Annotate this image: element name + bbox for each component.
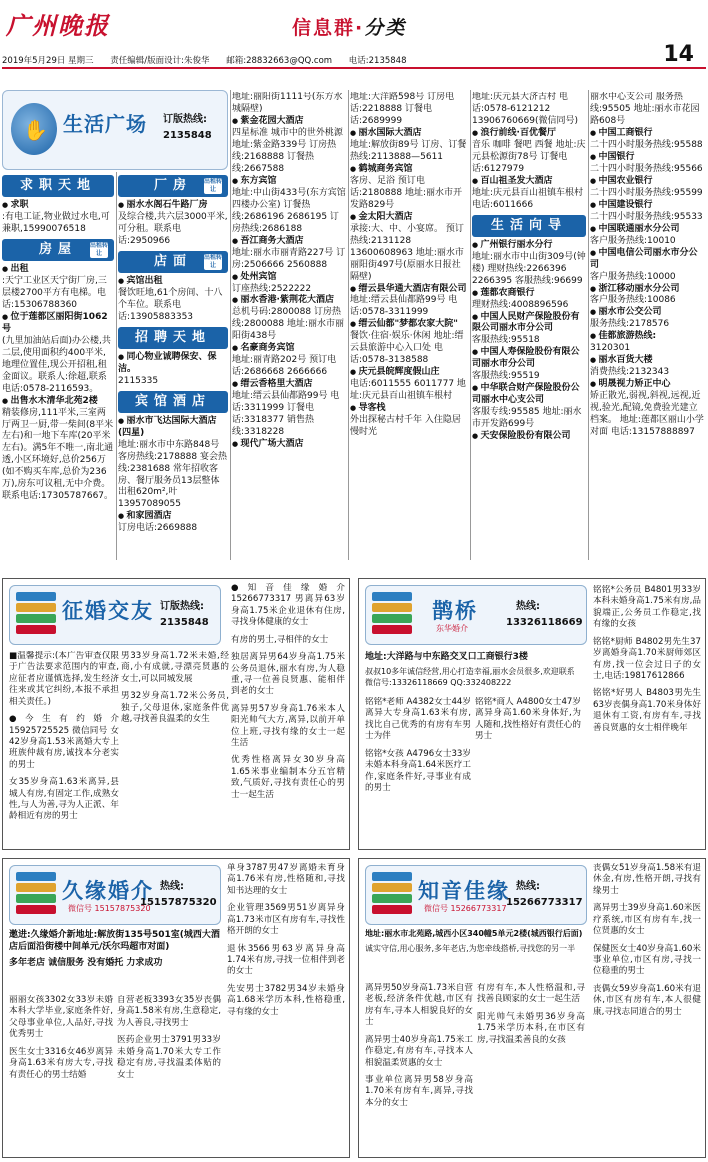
listing-heading: ● 中华联合财产保险股份公司丽水中心支公司	[472, 383, 580, 405]
category-bar-label: 宾馆酒店	[134, 393, 211, 409]
listing-heading: ● 同心物业诚聘保安、保洁。	[118, 352, 217, 374]
personal-ad-entry: 医生女士3316女46岁离异身高1.63米有房大专,寻找有责任心的男士结婚	[9, 1046, 113, 1080]
personal-ad-entry: 离异男士39岁身高1.60米医疗系统,市区有房有车,找一位贤惠的女士	[593, 903, 701, 937]
ad-hotline-label: 热线:	[160, 881, 184, 892]
ad-title: 知音佳缘	[418, 879, 510, 903]
listing-entry	[232, 272, 346, 296]
listing-entry	[232, 379, 346, 439]
listing-detail: 订座热线:2522222	[232, 283, 312, 294]
listing-heading: ● 中国人民财产保险股份有限公司丽水市分公司	[472, 312, 580, 334]
ad-header	[9, 585, 221, 645]
listing-detail: 承接:大、中、小宴席。 预订热线:2131128 13600608963 地址:丽水市丽阳街497号(原丽水日报社隔壁)	[350, 223, 464, 282]
personal-ad-entry: 男33岁身高1.72米未婚,经商,小有成就,寻漂亮贤惠的女士,可以同城发展	[121, 651, 229, 684]
ad-entries-col-b	[475, 697, 581, 847]
ad-slogan: 多年老店 诚信服务 没有婚托 力求成功	[9, 958, 163, 969]
newspaper-logo: 广州晚报	[6, 11, 110, 40]
listing-entry	[590, 307, 706, 331]
listing-detail: 地址:缙云县仙都路99号 电话:3311999 订餐电话:3318377 销售热线:3318228	[232, 391, 340, 438]
ad-box-jiuyuan	[2, 858, 350, 1158]
listing-heading: ● 现代广场大酒店	[232, 439, 304, 449]
listing-heading: ● 宾馆出租	[118, 276, 163, 286]
personal-ad-entry: 铭铭*好男人 B4803男先生63岁丧偶身高1.70米身体好退休有工资,有房有车,寻找善良贤惠的女士相伴晚年	[593, 688, 701, 733]
section-title-main: 信息群·	[292, 17, 365, 39]
life-column-5	[472, 92, 586, 560]
personal-ad-entry: 有房有车,本人性格温和,寻找善良顾家的女士一起生活	[477, 983, 585, 1005]
listing-heading: ● 天安保险股份有限公司	[472, 431, 571, 441]
listing-entry	[118, 276, 228, 324]
listing-heading: ● 丽水百货大楼	[590, 355, 653, 365]
life-square-header	[2, 90, 228, 170]
listing-entry	[118, 352, 228, 388]
personal-ad-entry: 事业单位离异男58岁身高1.70米有房有车,离异,寻找本分的女士	[365, 1074, 473, 1108]
listing-entry	[350, 284, 468, 320]
listing-entry	[2, 200, 114, 236]
contact-email: 邮箱:28832663@QQ.com	[226, 56, 333, 66]
personal-ad-entry: 自营老板3393女35岁丧偶身高1.58米有房,生意稳定,为人善良,寻找男士	[117, 995, 221, 1028]
ad-hotline-number: 13326118669	[506, 617, 583, 628]
ad-box-queqiao	[358, 578, 706, 850]
section-title	[292, 16, 406, 41]
listing-heading: ● 出售水木清华北苑2楼	[2, 396, 98, 406]
listing-heading: ● 丽水市飞达国际大酒店(四星)	[118, 416, 217, 438]
listing-detail: 四星标准 城市中的世外桃源 地址:紫金路339号 订房热线:2168888 订餐热线:2667588	[232, 127, 343, 174]
personal-ad-entry: 医药企业男士3791男33岁未婚身高1.70米大专工作稳定有房,寻找温柔体贴的女士	[117, 1035, 221, 1080]
life-square-title: 生活广场	[63, 112, 147, 136]
listing-heading: ● 缙云县华通大酒店有限公司	[350, 284, 467, 294]
listing-heading: ● 中国银行	[590, 152, 635, 162]
personal-ad-entry: 铭铭*老师 A4382女士44岁离异大专身高1.63米有房,找比自己优秀的有房有车男士为伴	[365, 697, 471, 742]
listing-entry	[590, 331, 706, 355]
personal-ad-entry: 铭铭*公务员 B4801男33岁本科未婚身高1.75米有房,品貌端正,公务员工作稳定,找有缘的女孩	[593, 585, 701, 630]
category-bar	[2, 239, 114, 261]
listing-heading: ● 百山祖圣发大酒店	[472, 176, 553, 186]
listing-detail: 订房电话:2669888	[118, 523, 198, 534]
ad-wechat: 微信号 15266773317	[424, 904, 507, 913]
ad-header	[9, 865, 221, 925]
personal-ad-entry: 铭铭*厨师 B4802男先生37岁离婚身高1.70米厨师郊区有房,找一位会过日子的女士,电话:19817612866	[593, 636, 701, 681]
category-bar-label: 招聘天地	[134, 329, 211, 345]
listing-text: 地址:庆元县大济古村 电话:0578-6121212 13906760669(微信同号)	[472, 92, 579, 126]
ad-slogan: 叔叔10多年诚信经营,用心打造幸福,丽水会员很多,欢迎联系 微信号:13326118669 QQ:332408222	[365, 667, 575, 687]
listing-detail: 二十四小时服务热线:95566	[590, 163, 703, 174]
listing-entry	[590, 128, 706, 152]
listing-entry	[232, 295, 346, 343]
listing-entry	[232, 343, 346, 379]
listing-heading: ● 缙云仙都"梦都农家大院"	[350, 319, 458, 329]
listing-entry	[232, 116, 346, 176]
personal-ad-entry: ●知音佳缘婚介 15266773317 男离异63岁身高1.75米企业退休有住房,寻找身体健康的女士	[231, 583, 345, 628]
personal-ad-entry: 阳光帅气未婚男36岁身高1.75米学历本科,在市区有房,寻找温柔善良的女孩	[477, 1011, 585, 1045]
listing-detail: 餐饮·住宿·娱乐·休闲 地址:缙云县旅游中心入口处 电话:0578-3138588	[350, 331, 464, 366]
ad-box-zhiyin	[358, 858, 706, 1158]
listing-entry	[590, 284, 706, 308]
listing-entry	[590, 200, 706, 224]
page-number: 14	[663, 42, 694, 67]
handshake-icon	[11, 103, 57, 155]
ad-hotline-number: 15157875320	[140, 897, 217, 908]
books-icon	[16, 592, 56, 636]
life-column-6	[590, 92, 706, 560]
listing-text: 地址:大洋路598号 订房电话:2218888 订餐电话:2689999	[350, 92, 455, 126]
category-bar-label: 厂房	[153, 178, 192, 193]
listing-detail: :有电工证,物业做过水电,可兼职,15990076518	[2, 211, 110, 234]
column-divider	[230, 90, 231, 560]
listing-detail: 消费热线:2132343	[590, 367, 670, 378]
personal-ad-entry: 单身3787男47岁离婚未育身高1.76米有房,性格随和,寻找知书达理的女士	[227, 863, 345, 896]
listing-detail: 地址:丽水市中山街309号(钟楼) 理财热线:2266396 2266395 客服热线:96699	[472, 251, 586, 286]
ad-entries-col-a	[365, 697, 471, 847]
ad-hotline-label: 订版热线:	[160, 601, 204, 612]
listing-detail: 地址:缙云县仙都路99号 电话:0578-3311999	[350, 295, 458, 318]
listing-detail: 2115335	[118, 375, 159, 386]
column-divider	[348, 90, 349, 560]
ad-hotline-number: 15266773317	[506, 897, 583, 908]
listing-detail: (九里加油站后面)办公楼,共二层,使用面积约400平米,地理位置佳,现公开招租,租金面议。联系人:徐超,联系电话:0578-2116593。	[2, 335, 111, 394]
listing-detail: 客户服务热线:10000	[590, 271, 676, 282]
listing-entry	[590, 152, 706, 176]
listing-detail: 服务热线:2178576	[590, 319, 670, 330]
category-bar	[118, 391, 228, 413]
listing-heading: ● 明晟视力矫正中心	[590, 379, 671, 389]
listing-entry	[590, 176, 706, 200]
listing-heading: ● 鹤城商务宾馆	[350, 164, 413, 174]
ad-address: 地址:大洋路与中东路交叉口工商银行3楼	[365, 652, 528, 662]
listing-entry	[2, 312, 114, 396]
category-bar	[2, 175, 114, 197]
personal-ad-entry: 优秀性格离异女30岁身高1.65米事业编制本分五官精致,气质好,寻找有责任心的男士一起生活	[231, 755, 345, 800]
ad-title: 鹊桥	[432, 599, 478, 623]
listing-detail: 地址:中山街433号(东方宾馆四楼办公室) 订餐热线:2686196 2686195 订房热线:2686188	[232, 187, 346, 234]
ad-wechat: 微信号 15157875320	[68, 904, 151, 913]
listing-heading: ● 丽水国际大酒店	[350, 128, 422, 138]
personal-ad-entry: 先安男士3782男34岁未婚身高1.68米学历本科,性格稳重,寻有缘的女士	[227, 983, 345, 1017]
listing-heading: ● 出租	[2, 264, 29, 274]
listing-detail: 地址:丽水市中东路848号 客房热线:2178888 宴会热线:2381688 常年招收客房、餐厅服务员13层整体出租620m²,叶13957089055	[118, 439, 227, 510]
category-bar-label: 店面	[153, 253, 192, 269]
personal-ad-entry: 企业管理3569男51岁离异身高1.73米市区有房有车,寻找性格开朗的女士	[227, 903, 345, 937]
section-title-sub: 分类	[364, 17, 407, 39]
listing-entry	[590, 224, 706, 248]
listing-entry	[472, 176, 586, 212]
column-divider	[588, 90, 589, 560]
listing-heading: ● 浪行前线·百优餐厅	[472, 128, 556, 138]
personal-ad-entry: 丧偶女59岁身高1.60米有退休,市区有房有车,本人很健康,寻找志同道合的男士	[593, 983, 701, 1017]
life-column-1	[2, 172, 114, 560]
listing-detail: 客服热线:95519	[472, 371, 540, 382]
personal-ad-entry: ■温馨提示:(本广告审查仅限于广告法要求范围内的审查,应征者应谨慎选择,发生经济往来或其它纠纷,本报不承担相关责任。)	[9, 651, 119, 707]
contact-tel: 电话:2135848	[348, 56, 407, 66]
ad-entries-col-a	[365, 983, 473, 1155]
listing-heading: ● 处州宾馆	[232, 272, 277, 282]
category-bar	[118, 175, 228, 197]
ad-entries-col-b	[121, 651, 229, 847]
category-stamp: 出租转让	[204, 253, 223, 269]
listing-heading: ● 和家园酒店	[118, 511, 172, 521]
ad-entries-col-a	[9, 651, 119, 847]
listing-entry	[472, 128, 586, 176]
listing-entry	[590, 248, 706, 284]
listing-heading: ● 丽水香港·紫荆花大酒店	[232, 295, 334, 305]
ad-address: 地址:丽水市北苑路,城西小区340幢5单元2楼(城西银行后面)	[365, 929, 583, 938]
issue-date: 2019年5月29日 星期三	[2, 56, 94, 66]
listing-entry	[232, 439, 346, 451]
listing-entry	[350, 164, 468, 212]
listing-heading: ● 广州银行丽水分行	[472, 240, 553, 250]
listing-entry	[590, 379, 706, 439]
ad-title: 征婚交友	[62, 599, 154, 623]
listing-entry	[2, 396, 114, 504]
life-column-4	[350, 92, 468, 560]
listing-entry	[232, 236, 346, 272]
listing-entry	[472, 240, 586, 288]
listing-detail: 及综合楼,共六层3000平米,可分租。联系电话:2950966	[118, 211, 228, 246]
column-divider	[470, 90, 471, 560]
listing-heading: ● 庆元县皖辉度假山庄	[350, 367, 440, 377]
listing-detail: 客户服务热线:10086	[590, 295, 676, 306]
listing-detail: 餐饮旺地,61个房间、十八个车位。联系电话:13905883353	[118, 287, 223, 322]
listing-heading: ● 金太阳大酒店	[350, 212, 413, 222]
category-bar	[472, 215, 586, 237]
listing-detail: 二十四小时服务热线:95599	[590, 187, 703, 198]
listing-detail: 二十四小时服务热线:95533	[590, 211, 703, 222]
listing-detail: 音乐 咖啡 餐吧 西餐 地址:庆元县松源街78号 订餐电话:6127979	[472, 139, 586, 174]
listing-heading: ● 求职	[2, 200, 29, 210]
listing-detail: 客户服务热线:10010	[590, 235, 676, 246]
ad-header	[365, 865, 587, 925]
listing-heading: ● 中国电信公司丽水市分公司	[590, 248, 698, 270]
listing-entry	[472, 347, 586, 383]
listing-heading: ● 丽水市公交公司	[590, 307, 662, 317]
listing-heading: ● 吾江商务大酒店	[232, 236, 304, 246]
listing-entry	[472, 312, 586, 348]
personal-ad-entry: 独居离异男64岁身高1.75米公务员退休,丽水有房,为人稳重,寻一位善良贤惠、能相伴到老的女士	[231, 652, 345, 697]
listing-entry	[118, 416, 228, 512]
listing-heading: ● 紫金花园大酒店	[232, 116, 304, 126]
ad-entries-col-c	[593, 863, 701, 1155]
personal-ad-entry: 女35岁身高1.63米离异,县城人有房,有固定工作,成熟女性,与人为善,寻为人正派、年龄相近有房的男士	[9, 777, 119, 822]
listing-detail: 理财热线:4008896596	[472, 299, 569, 310]
ad-entries-col-a	[9, 995, 113, 1155]
personal-ad-entry: 保健医女士40岁身高1.60米事业单位,市区有房,寻找一位稳重的男士	[593, 943, 701, 977]
listing-heading: ● 缙云香格里大酒店	[232, 379, 313, 389]
listing-heading: ● 中国人寿保险股份有限公司丽水市分公司	[472, 347, 580, 369]
life-hotline-number: 2135848	[163, 130, 212, 141]
ad-slogan: 诚实守信,用心服务,多年老店,为您牵线搭桥,寻找您的另一半	[365, 943, 576, 953]
listing-text: 丽水中心支公司 服务热线:95505 地址:丽水市花园路608号	[590, 92, 700, 126]
ad-entries-col-b	[117, 995, 221, 1155]
listing-heading: ● 东方宾馆	[232, 176, 277, 186]
books-icon	[16, 872, 56, 916]
issue-meta-line	[2, 56, 706, 69]
listing-entry	[350, 319, 468, 367]
personal-ad-entry: 丧偶女51岁身高1.58米有退休金,有房,性格开朗,寻找有缘男士	[593, 863, 701, 896]
category-stamp: 出租转让	[204, 178, 223, 193]
personal-ad-entry: 离异男50岁身高1.73米自营老板,经济条件优越,市区有房有车,寻本人相貌良好的女士	[365, 983, 473, 1028]
listing-detail: :天宁工业区天宁街厂房,三层楼2700平方有电梯。电话:15306788360	[2, 275, 107, 310]
ad-address: 邀进:久缘婚介新地址:解放街135号501室(城西大酒店后面沿街楼中间单元/沃尔玛超市对面)	[9, 930, 220, 953]
listing-heading: ● 中国工商银行	[590, 128, 653, 138]
books-icon	[372, 872, 412, 916]
listing-heading: ● 莲都农商银行	[472, 288, 535, 298]
life-hotline-label: 订版热线:	[163, 114, 207, 125]
listing-text: 地址:丽阳街1111号(东方水城隔壁)	[232, 92, 343, 114]
category-bar-label: 房屋	[38, 241, 77, 257]
category-bar	[118, 251, 228, 273]
personal-ad-entry: 男32岁身高1.72米公务员,独子,父母退休,家庭条件优越,寻找善良温柔的女生	[121, 691, 229, 725]
listing-heading: ● 中国建设银行	[590, 200, 653, 210]
listing-heading: ● 中国农业银行	[590, 176, 653, 186]
listing-entry	[350, 128, 468, 164]
ad-box-zhenghun	[2, 578, 350, 850]
listing-detail: 3120301	[590, 343, 631, 354]
category-bar	[118, 327, 228, 349]
listing-heading: ● 丽水水阁石牛路厂房	[118, 200, 208, 210]
listing-detail: 矫正散光,弱视,斜视,远视,近视,验光,配镜,免费验光建立档案。 地址:莲都区丽山小学对面 电话:13157888897	[590, 391, 704, 438]
ad-header	[365, 585, 587, 645]
listing-detail: 二十四小时服务热线:95588	[590, 139, 703, 150]
listing-heading: ● 中国联通丽水分公司	[590, 224, 680, 234]
column-divider	[116, 172, 117, 560]
ad-entries-col-c	[593, 585, 701, 847]
listing-entry	[118, 200, 228, 248]
listing-detail: 客服热线:95518	[472, 335, 540, 346]
listing-heading: ● 佳都旅游热线:	[590, 331, 656, 341]
listing-entry	[472, 431, 586, 443]
listing-heading: ● 导客栈	[350, 403, 386, 413]
ad-subtitle: 东华婚介	[436, 624, 468, 633]
listing-entry	[350, 367, 468, 403]
personal-ad-entry: 离异男57岁身高1.76米本人阳光帅气大方,离异,以前开单位上班,寻找有缘的女士一起生活	[231, 703, 345, 749]
personal-ad-entry: 退休3566男63岁离异身高1.74米有房,寻找一位相伴到老的女士	[227, 943, 345, 977]
listing-entry	[232, 176, 346, 236]
life-column-3	[232, 92, 346, 560]
listing-heading: ● 浙江移动丽水分公司	[590, 284, 680, 294]
life-column-2	[118, 172, 228, 560]
personal-ad-entry: 铭铭*女孩 A4796女士33岁未婚本科身高1.64米医疗工作,家庭条件好,寻事业有成的男士	[365, 748, 471, 793]
listing-entry	[590, 355, 706, 379]
listing-heading: ● 位于莲都区丽阳街1062号	[2, 312, 108, 334]
personal-ad-entry: 铭铭*商人 A4800女士47岁离异身高1.60米身体好,为人随和,找性格好有责任心的男士	[475, 697, 581, 742]
personal-ad-entry: 丽丽女孩3302女33岁未婚本科大学毕业,家庭条件好,父母事业单位,人品好,寻找优秀男士	[9, 995, 113, 1040]
listing-entry	[350, 212, 468, 284]
listing-detail: 地址:丽青路202号 预订电话:2686668 2666666	[232, 355, 337, 378]
ad-title: 久缘婚介	[62, 879, 154, 903]
personal-ad-entry: 有房的男士,寻相伴的女士	[231, 634, 329, 645]
books-icon	[372, 592, 412, 636]
personal-ad-entry: 离异男士40岁身高1.75米工作稳定,有房有车,寻找本人相貌温柔贤惠的女士	[365, 1034, 473, 1068]
category-bar-label: 求职天地	[19, 178, 96, 193]
ad-entries-col-c	[231, 583, 345, 847]
listing-entry	[118, 511, 228, 535]
listing-detail: 地址:丽水市丽青路227号 订房:2506666 2560888	[232, 247, 346, 270]
listing-detail: 客服专线:95585 地址:丽水市开发路699号	[472, 407, 582, 430]
ad-hotline-label: 热线:	[516, 881, 540, 892]
listing-detail: 精装修房,111平米,三室两厅两卫一厨,带一柴间(8平米左右)和一地下车库(20平米左右)。满5年不唯一,南北通透,小区环境好,总价256万(如不购买车库,总价为236万),房东可议租,无中介费。联系电话:17305787667。	[2, 407, 114, 502]
listing-entry	[472, 288, 586, 312]
listing-detail: 外出探秘古村千年 入住隐居慢时光	[350, 415, 461, 438]
editor-credit: 责任编辑/版面设计:朱俊华	[110, 56, 210, 66]
listing-detail: 地址:庆元县百山祖镇车根村 电话:6011666	[472, 187, 584, 210]
listing-detail: 总机号码:2800088 订房热线:2800088 地址:丽水市丽阳街438号	[232, 307, 345, 342]
listing-detail: 电话:6011555 6011777 地址:庆元县百山祖镇车根村	[350, 379, 466, 402]
listing-entry	[350, 403, 468, 439]
listing-entry	[472, 383, 586, 431]
ad-hotline-label: 热线:	[516, 601, 540, 612]
listing-detail: 地址:解放街89号 订房、订餐热线:2113888—5611	[350, 139, 467, 162]
listing-detail: 客房、足浴 预订电话:2180888 地址:丽水市开发路829号	[350, 175, 463, 210]
listing-heading: ● 名豪商务宾馆	[232, 343, 295, 353]
ad-entries-col-c	[227, 863, 345, 1155]
category-stamp: 出租转让	[90, 241, 109, 257]
category-bar-label: 生活向导	[490, 217, 567, 233]
personal-ad-entry: ●今生有约婚介 15925725525 微信同号 女42岁身高1.53米离婚大专上班族仲裁有房,诚找本分老实的男士	[9, 714, 119, 770]
ad-hotline-number: 2135848	[160, 617, 209, 628]
listing-entry	[2, 264, 114, 312]
ad-entries-col-b	[477, 983, 585, 1155]
